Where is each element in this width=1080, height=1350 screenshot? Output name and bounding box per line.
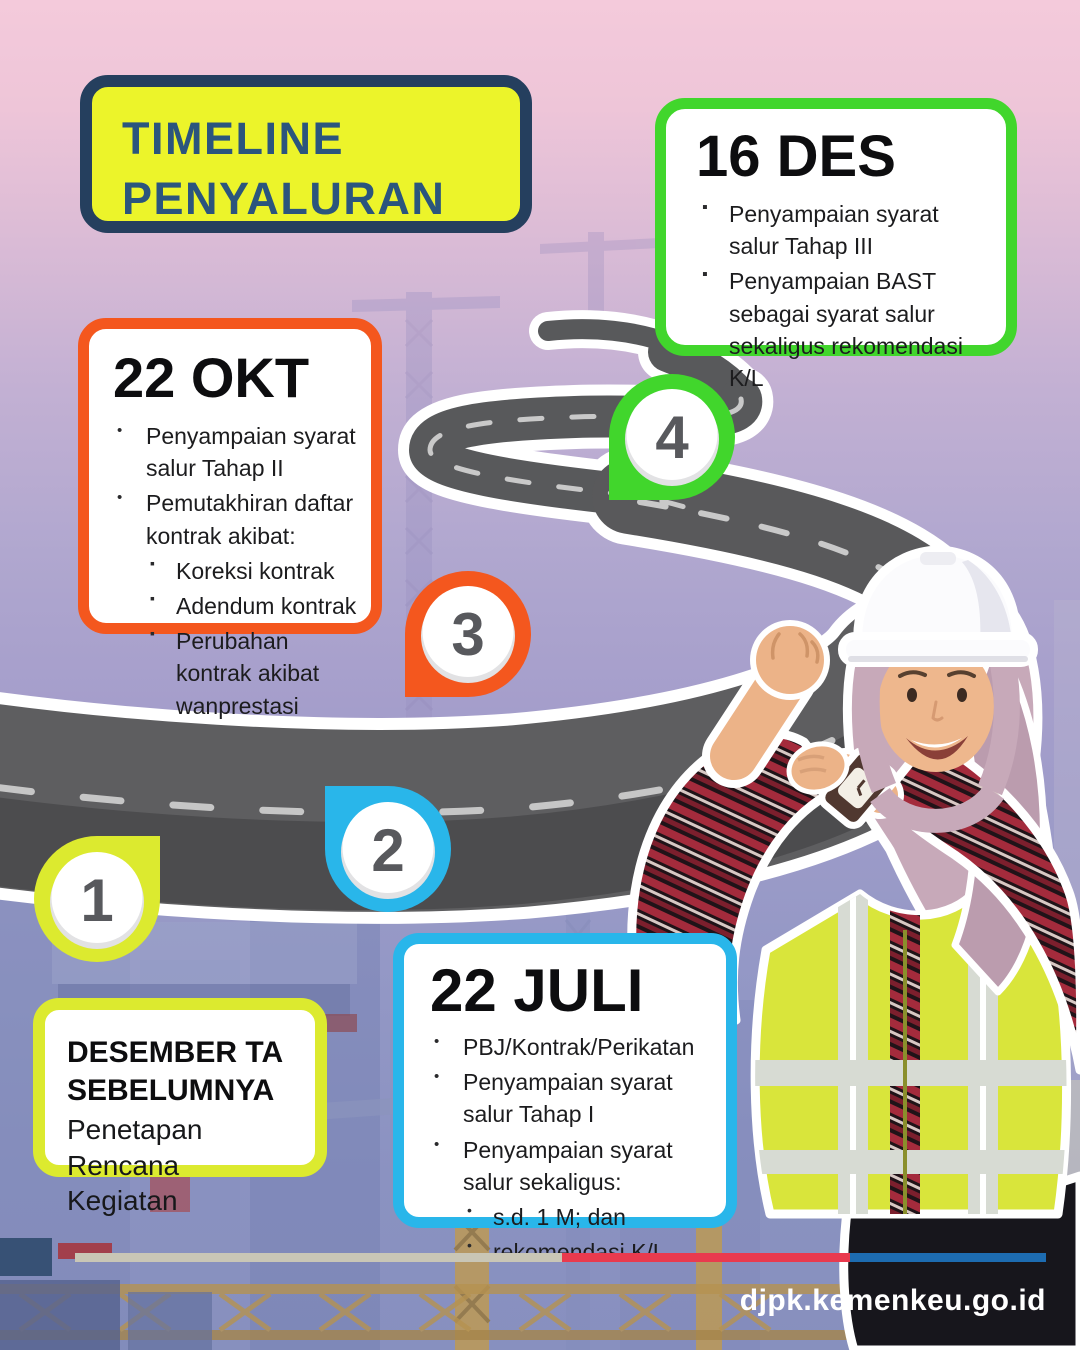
footer-stripe-blue [850, 1253, 1046, 1262]
milestone-item: • PBJ/Kontrak/Perikatan [430, 1031, 712, 1063]
milestone-item-list [696, 198, 986, 394]
timeline-title-box [80, 75, 532, 233]
marker-number: 4 [655, 404, 689, 471]
hard-hat [842, 550, 1034, 663]
milestone-item: ▪ Penyampaian syarat salur Tahap III [696, 198, 986, 262]
milestone-subitem: • s.d. 1 M; dan [463, 1201, 712, 1233]
page-title-line2: PENYALURAN [122, 172, 446, 224]
milestone-date: 16 DES [696, 124, 896, 189]
footer-stripe-tan [75, 1253, 562, 1262]
milestone-item: • Penyampaian syarat salur sekaligus: • s.d. 1 M; dan • [430, 1134, 712, 1269]
milestone-item: ▪ Penyampaian BAST sebagai syarat salur sekaligus rekomendasi K/L [696, 265, 986, 394]
milestone-card-22juli [393, 933, 737, 1228]
milestone-item: • Pemutakhiran daftar kontrak akibat: ▪ Koreksi kontrak ▪ Adendum kontrak ▪ Perubahan kontrak akibat wanprestasi [113, 487, 359, 721]
milestone-subitem: ▪ Perubahan kontrak akibat wanprestasi [146, 625, 359, 722]
marker-number: 1 [80, 867, 114, 934]
person-fist [756, 626, 824, 694]
page-title-line1: TIMELINE [122, 113, 344, 164]
milestone-date: 22 OKT [113, 346, 310, 409]
milestone-card-16des [655, 98, 1017, 391]
milestone-item-list [113, 420, 359, 722]
milestone-item: • Penyampaian syarat salur Tahap II [113, 420, 359, 484]
milestone-subitem-list [146, 555, 359, 722]
marker-number: 2 [371, 817, 405, 884]
marker-number: 3 [451, 601, 485, 668]
website-url: djpk.kemenkeu.go.id [739, 1284, 1046, 1317]
milestone-card-desember [33, 998, 327, 1217]
milestone-date: 22 JULI [430, 957, 644, 1024]
footer-stripe-red [562, 1253, 850, 1262]
milestone-description: Penetapan Rencana Kegiatan [67, 1114, 203, 1217]
milestone-subitem: ▪ Koreksi kontrak [146, 555, 359, 587]
milestone-item-list [430, 1031, 712, 1268]
milestone-date: DESEMBER TA SEBELUMNYA [67, 1036, 283, 1108]
milestone-card-22okt [78, 318, 382, 719]
milestone-subitem: ▪ Adendum kontrak [146, 590, 359, 622]
milestone-item: • Penyampaian syarat salur Tahap I [430, 1066, 712, 1130]
